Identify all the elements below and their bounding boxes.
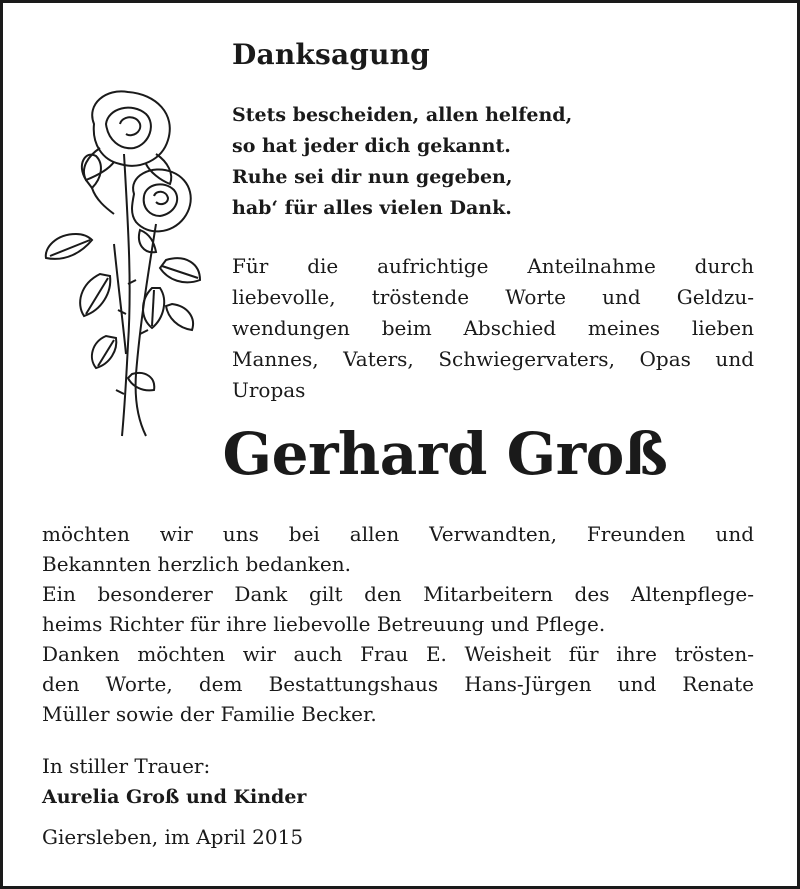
verse-line: Ruhe sei dir nun gegeben, (232, 166, 513, 188)
body-line: heims Richter für ihre liebevolle Betreuung und Pflege. (42, 612, 606, 636)
intro-paragraph (232, 251, 754, 406)
signature-block (42, 751, 306, 813)
place-date: Giersleben, im April 2015 (42, 825, 304, 849)
body-line: Müller sowie der Familie Becker. (42, 702, 377, 726)
verse (232, 100, 572, 224)
verse-line: hab‘ für alles vielen Dank. (232, 197, 512, 219)
notice-title: Danksagung (232, 38, 430, 71)
body-line: möchten wir uns bei allen Verwandten, Freunden und (42, 522, 754, 546)
intro-line: liebevolle, tröstende Worte und Geldzu- (232, 285, 754, 309)
verse-line: so hat jeder dich gekannt. (232, 135, 511, 157)
mourners: Aurelia Groß und Kinder (42, 786, 307, 808)
deceased-name: Gerhard Groß (222, 420, 668, 488)
body-paragraph (42, 519, 754, 729)
intro-line: Mannes, Vaters, Schwiegervaters, Opas und (232, 347, 754, 371)
body-line: Danken möchten wir auch Frau E. Weisheit für ihre trösten- (42, 642, 754, 666)
rose-icon (36, 84, 206, 440)
body-line: den Worte, dem Bestattungshaus Hans-Jürgen und Renate (42, 672, 754, 696)
intro-line: Für die aufrichtige Anteilnahme durch (232, 254, 754, 278)
body-line: Ein besonderer Dank gilt den Mitarbeitern des Altenpflege- (42, 582, 754, 606)
body-line: Bekannten herzlich bedanken. (42, 552, 351, 576)
intro-line: Uropas (232, 378, 306, 402)
verse-line: Stets bescheiden, allen helfend, (232, 104, 573, 126)
mourning-label: In stiller Trauer: (42, 754, 211, 778)
intro-line: wendungen beim Abschied meines lieben (232, 316, 754, 340)
